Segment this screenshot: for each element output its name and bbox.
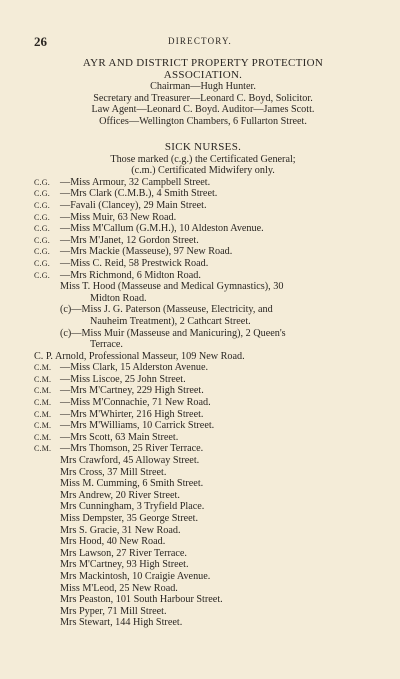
- page-number: 26: [34, 34, 47, 49]
- certification-prefix: C.G.: [34, 235, 50, 245]
- list-item: [34, 374, 372, 386]
- list-item-text: —Mrs Clark (C.M.B.), 4 Smith Street.: [60, 188, 218, 200]
- plain-nurse-list: [34, 455, 372, 629]
- page-header: [34, 34, 366, 50]
- list-item-text: —Mrs M'Whirter, 216 High Street.: [60, 408, 204, 420]
- list-item: Miss M'Leod, 25 New Road.: [60, 582, 178, 594]
- list-item: Miss Dempster, 35 George Street.: [60, 513, 199, 524]
- list-item-text: —Mrs M'Janet, 12 Gordon Street.: [60, 234, 199, 246]
- list-item: Mrs S. Gracie, 31 New Road.: [60, 524, 181, 536]
- list-item: C. P. Arnold, Professional Masseur, 109 New Road.: [34, 350, 245, 362]
- list-item-continuation: Terrace.: [90, 339, 123, 351]
- legend-note: (c.m.) Certificated Midwifery only.: [131, 165, 275, 177]
- certification-prefix: C.M.: [34, 409, 52, 419]
- list-item: [34, 223, 372, 235]
- list-item: Miss M. Cumming, 6 Smith Street.: [60, 478, 204, 490]
- cg-nurse-list: [34, 177, 372, 281]
- certification-prefix: C.G.: [34, 258, 50, 268]
- section-title: SICK NURSES.: [164, 141, 242, 153]
- list-item: Mrs Cunningham, 3 Tryfield Place.: [60, 501, 205, 513]
- list-item: Mrs Pyper, 71 Mill Street.: [60, 605, 167, 617]
- list-item: Mrs Stewart, 144 High Street.: [60, 617, 183, 629]
- list-item-text: —Miss Clark, 15 Alderston Avenue.: [60, 362, 209, 374]
- officer-line: Secretary and Treasurer—Leonard C. Boyd, Solicitor.: [93, 92, 313, 104]
- list-item-continuation: Nauheim Treatment), 2 Cathcart Street.: [90, 315, 251, 327]
- certification-prefix: C.M.: [34, 398, 52, 408]
- section-title: AYR AND DISTRICT PROPERTY PROTECTION: [82, 57, 324, 69]
- list-item: [34, 385, 372, 397]
- certification-prefix: C.G.: [34, 270, 50, 280]
- list-item: [34, 270, 372, 282]
- cm-nurse-list: [34, 362, 372, 455]
- list-item: Mrs Lawson, 27 River Terrace.: [60, 547, 187, 559]
- legend-note: Those marked (c.g.) the Certificated General;: [110, 153, 296, 165]
- list-item-continuation: Midton Road.: [90, 292, 147, 304]
- list-item-text: —Miss Liscoe, 25 John Street.: [60, 373, 186, 385]
- list-item: [34, 432, 372, 444]
- section-title: ASSOCIATION.: [163, 68, 243, 81]
- list-item: [34, 212, 372, 224]
- certification-prefix: C.M.: [34, 444, 52, 454]
- list-item-text: —Mrs Richmond, 6 Midton Road.: [60, 269, 201, 281]
- list-item-text: —Miss C. Reid, 58 Prestwick Road.: [60, 257, 209, 269]
- list-item: [34, 258, 372, 270]
- list-item: (c)—Miss Muir (Masseuse and Manicuring), 2 Queen's: [60, 327, 286, 339]
- certification-prefix: C.G.: [34, 247, 50, 257]
- list-item: [34, 420, 372, 432]
- list-item: Mrs Andrew, 20 River Street.: [60, 489, 180, 501]
- list-item-text: —Mrs Scott, 63 Main Street.: [60, 431, 179, 443]
- list-item: Mrs M'Cartney, 93 High Street.: [60, 559, 189, 571]
- running-head: DIRECTORY.: [168, 36, 232, 46]
- list-item: [34, 188, 372, 200]
- list-item: [34, 200, 372, 212]
- list-item: (c)—Miss J. G. Paterson (Masseuse, Electricity, and: [60, 304, 273, 316]
- certification-prefix: C.M.: [34, 374, 52, 384]
- list-item-text: —Miss Muir, 63 New Road.: [60, 211, 177, 223]
- officer-line: Chairman—Hugh Hunter.: [150, 81, 256, 93]
- certification-prefix: C.M.: [34, 363, 52, 373]
- certification-prefix: C.G.: [34, 224, 50, 234]
- certification-prefix: C.M.: [34, 421, 52, 431]
- list-item: [34, 246, 372, 258]
- certification-prefix: C.G.: [34, 212, 50, 222]
- list-item-text: —Mrs Thomson, 25 River Terrace.: [60, 443, 204, 455]
- list-item: [34, 177, 372, 189]
- list-item: [34, 235, 372, 247]
- list-item-text: —Mrs M'Williams, 10 Carrick Street.: [60, 420, 215, 432]
- list-item: [34, 443, 372, 455]
- certification-prefix: C.G.: [34, 189, 50, 199]
- list-item-text: —Mrs M'Cartney, 229 High Street.: [60, 385, 204, 397]
- list-item: Mrs Cross, 37 Mill Street.: [60, 466, 167, 478]
- list-item: [34, 362, 372, 374]
- officer-line: Offices—Wellington Chambers, 6 Fullarton Street.: [99, 115, 307, 127]
- list-item-text: —Miss Armour, 32 Campbell Street.: [60, 176, 211, 188]
- list-item: Mrs Hood, 40 New Road.: [60, 536, 166, 548]
- list-item: Mrs Mackintosh, 10 Craigie Avenue.: [60, 570, 211, 582]
- list-item: Mrs Peaston, 101 South Harbour Street.: [60, 594, 223, 606]
- list-item: Miss T. Hood (Masseuse and Medical Gymnastics), 30: [60, 281, 284, 293]
- list-item: [34, 397, 372, 409]
- list-item-text: —Miss M'Callum (G.M.H.), 10 Aldeston Avenue.: [60, 223, 264, 235]
- certification-prefix: C.M.: [34, 386, 52, 396]
- list-item-text: —Miss M'Connachie, 71 New Road.: [60, 397, 211, 409]
- officer-line: Law Agent—Leonard C. Boyd. Auditor—James Scott.: [91, 104, 315, 116]
- list-item-text: —Favali (Clancey), 29 Main Street.: [60, 199, 207, 211]
- certification-prefix: C.G.: [34, 200, 50, 210]
- list-item-text: —Mrs Mackie (Masseuse), 97 New Road.: [60, 246, 233, 258]
- certification-prefix: C.G.: [34, 177, 50, 187]
- certification-prefix: C.M.: [34, 432, 52, 442]
- property-association-section: [34, 58, 372, 128]
- sick-nurses-section: [34, 142, 372, 629]
- list-item: [34, 409, 372, 421]
- list-item: Mrs Crawford, 45 Alloway Street.: [60, 455, 200, 467]
